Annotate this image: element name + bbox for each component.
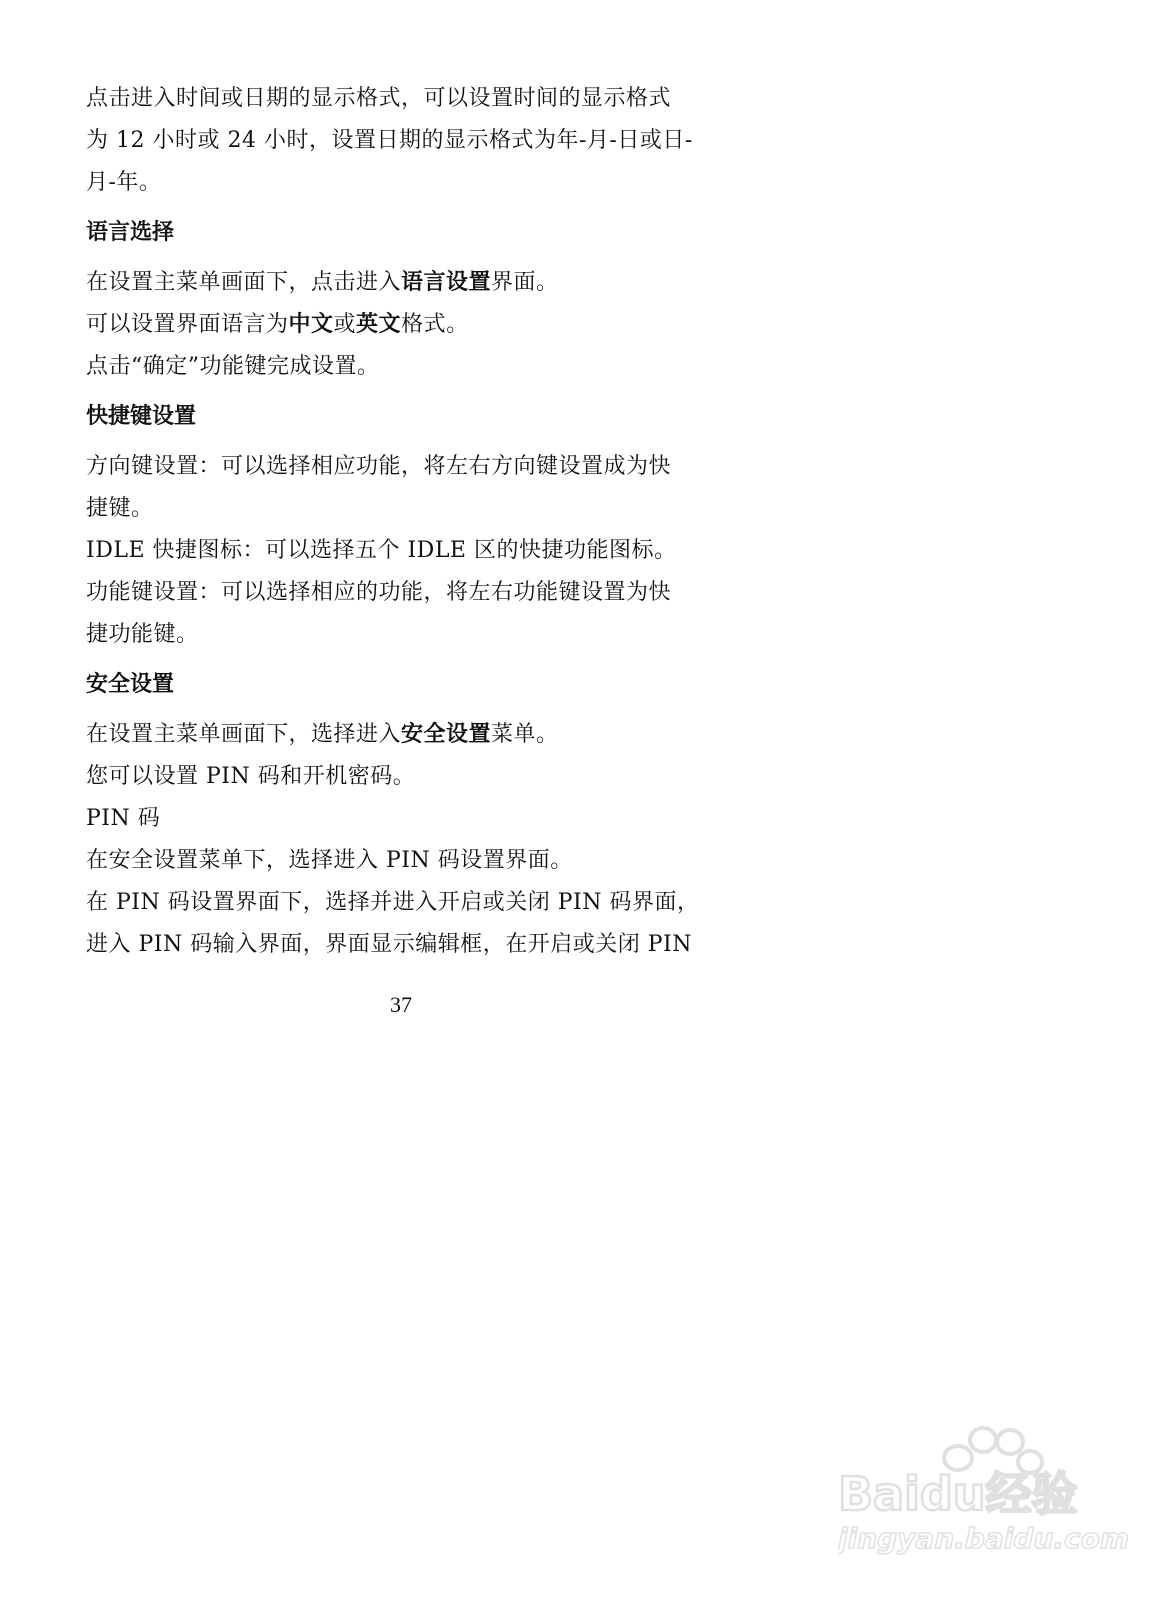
language-line-2 (86, 304, 736, 346)
text-fragment: 或 (333, 312, 357, 337)
term-chinese: 中文 (288, 312, 334, 337)
security-line-1 (86, 714, 736, 756)
page-number: 37 (390, 992, 412, 1017)
watermark-url-text: jingyan.baidu.com (838, 1522, 1130, 1555)
term-english: 英文 (356, 312, 402, 337)
intro-paragraph (86, 78, 736, 204)
language-line-1 (86, 262, 736, 304)
security-line: PIN 码 (86, 806, 161, 831)
shortcut-line: 方向键设置：可以选择相应功能，将左右方向键设置成为快 (86, 454, 672, 479)
security-line: 在 PIN 码设置界面下，选择并进入开启或关闭 PIN 码界面， (86, 890, 700, 915)
menu-term-language-settings: 语言设置 (401, 270, 492, 295)
section-heading-shortcut: 快捷键设置 (86, 404, 197, 429)
language-paragraph (86, 262, 736, 388)
watermark-logo-text: Baidu经验 (838, 1467, 1078, 1521)
security-line: 进入 PIN 码输入界面，界面显示编辑框，在开启或关闭 PIN (86, 932, 692, 957)
baidu-jingyan-watermark (838, 1418, 1138, 1558)
intro-line: 月-年。 (86, 170, 162, 195)
text-fragment: 格式。 (401, 312, 469, 337)
text-fragment: 可以设置界面语言为 (86, 312, 289, 337)
section-heading-language: 语言选择 (86, 220, 175, 245)
intro-line: 为 12 小时或 24 小时，设置日期的显示格式为年-月-日或日- (86, 128, 693, 153)
intro-line: 点击进入时间或日期的显示格式，可以设置时间的显示格式 (86, 86, 672, 111)
text-fragment: 界面。 (491, 270, 559, 295)
paw-logo-icon (838, 1418, 1138, 1558)
security-line: 您可以设置 PIN 码和开机密码。 (86, 764, 416, 789)
shortcut-line: 捷功能键。 (86, 622, 199, 647)
section-heading-security: 安全设置 (86, 672, 175, 697)
text-fragment: 在设置主菜单画面下，选择进入 (86, 722, 402, 747)
security-paragraph (86, 714, 736, 966)
shortcut-paragraph (86, 446, 736, 656)
text-fragment: 菜单。 (491, 722, 559, 747)
text-fragment: 在设置主菜单画面下，点击进入 (86, 270, 402, 295)
menu-term-security-settings: 安全设置 (401, 722, 492, 747)
language-line-3: 点击“确定”功能键完成设置。 (86, 354, 380, 379)
shortcut-line: 捷键。 (86, 496, 154, 521)
shortcut-line: 功能键设置：可以选择相应的功能，将左右功能键设置为快 (86, 580, 672, 605)
shortcut-line: IDLE 快捷图标：可以选择五个 IDLE 区的快捷功能图标。 (86, 538, 677, 563)
security-line: 在安全设置菜单下，选择进入 PIN 码设置界面。 (86, 848, 573, 873)
document-page (86, 78, 736, 966)
